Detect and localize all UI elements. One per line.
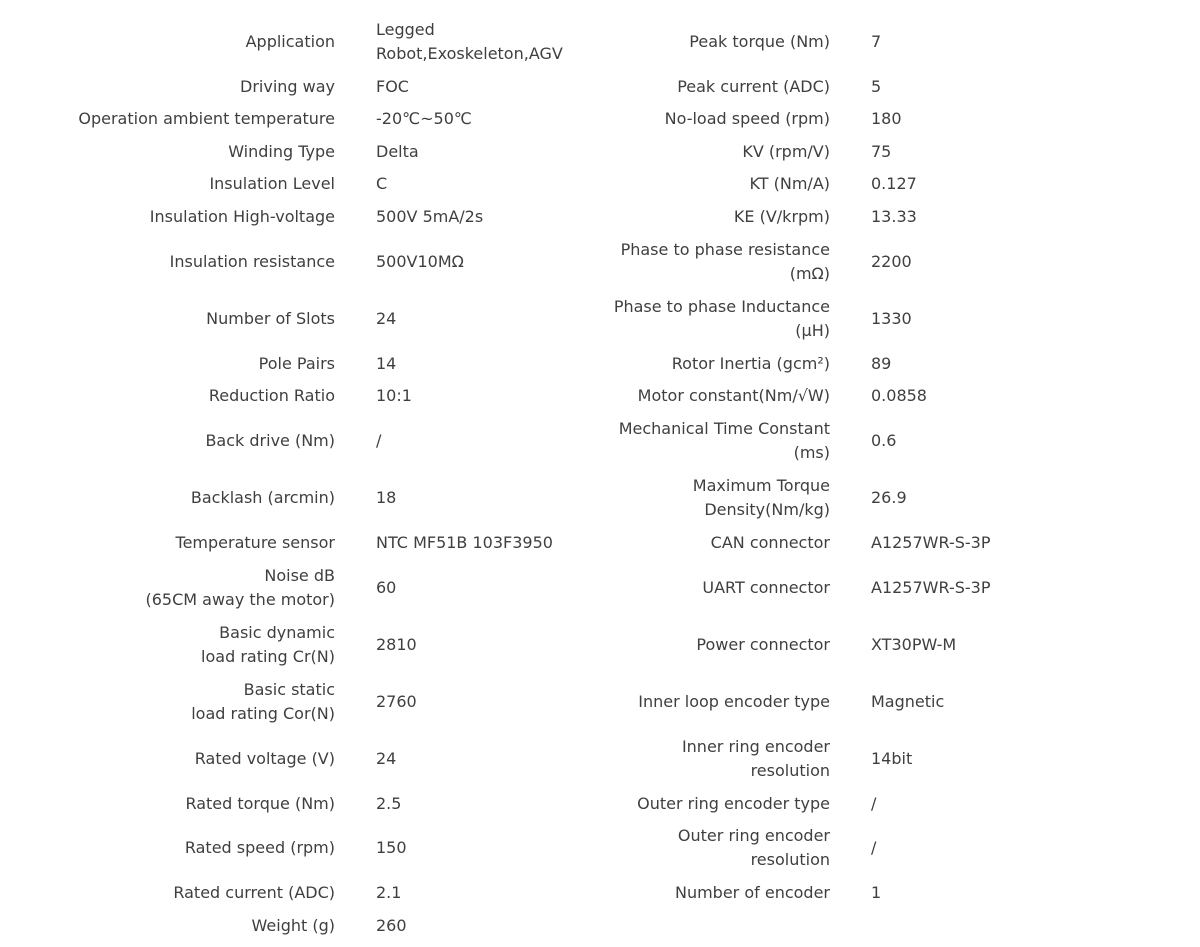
spec-label: Peak current (ADC) xyxy=(677,77,830,96)
spec-label: Rated voltage (V) xyxy=(194,749,335,768)
spec-value: 13.33 xyxy=(871,207,917,226)
spec-row xyxy=(0,677,1200,727)
spec-label: Phase to phase resistance (mΩ) xyxy=(620,240,830,283)
spec-row xyxy=(0,106,1200,132)
spec-label: Insulation Level xyxy=(209,174,335,193)
spec-row xyxy=(0,530,1200,556)
spec-label: KV (rpm/V) xyxy=(742,142,830,161)
spec-value: 2.1 xyxy=(376,883,402,902)
spec-label: Winding Type xyxy=(228,142,335,161)
spec-label: CAN connector xyxy=(710,533,830,552)
spec-label: Rated torque (Nm) xyxy=(185,794,335,813)
spec-row xyxy=(0,823,1200,873)
spec-row xyxy=(0,880,1200,906)
spec-value: FOC xyxy=(376,77,409,96)
spec-value: 89 xyxy=(871,354,892,373)
spec-value: 2.5 xyxy=(376,794,402,813)
spec-row xyxy=(0,74,1200,100)
spec-label: Application xyxy=(245,32,335,51)
spec-row xyxy=(0,383,1200,409)
spec-label: UART connector xyxy=(702,578,830,597)
spec-label: Insulation High-voltage xyxy=(149,207,335,226)
spec-row xyxy=(0,473,1200,523)
spec-value: 500V10MΩ xyxy=(376,252,464,271)
spec-value: 24 xyxy=(376,309,397,328)
spec-row xyxy=(0,563,1200,613)
spec-label: Maximum Torque Density(Nm/kg) xyxy=(692,476,830,519)
spec-row xyxy=(0,204,1200,230)
spec-value: 18 xyxy=(376,488,397,507)
spec-label: Outer ring encoder resolution xyxy=(677,826,830,869)
spec-row xyxy=(0,734,1200,784)
spec-label: Backlash (arcmin) xyxy=(190,488,335,507)
spec-row xyxy=(0,416,1200,466)
spec-value: / xyxy=(871,794,877,813)
spec-value: 0.6 xyxy=(871,431,897,450)
spec-label: Phase to phase Inductance (μH) xyxy=(613,297,830,340)
spec-label: Peak torque (Nm) xyxy=(689,32,830,51)
spec-value: / xyxy=(376,431,382,450)
spec-label: KT (Nm/A) xyxy=(749,174,830,193)
spec-row xyxy=(0,620,1200,670)
spec-value: -20℃~50℃ xyxy=(376,109,472,128)
spec-label: Driving way xyxy=(240,77,335,96)
spec-label: Insulation resistance xyxy=(169,252,335,271)
spec-value: / xyxy=(871,838,877,857)
spec-value: 180 xyxy=(871,109,902,128)
spec-value: 60 xyxy=(376,578,397,597)
spec-label: Power connector xyxy=(696,635,830,654)
spec-label: Mechanical Time Constant (ms) xyxy=(618,419,830,462)
spec-value: 10:1 xyxy=(376,386,412,405)
spec-row xyxy=(0,17,1200,67)
spec-value: 14 xyxy=(376,354,397,373)
spec-label: KE (V/krpm) xyxy=(733,207,830,226)
spec-label: Temperature sensor xyxy=(175,533,335,552)
spec-value: 5 xyxy=(871,77,882,96)
spec-value: A1257WR-S-3P xyxy=(871,578,991,597)
spec-label: Weight (g) xyxy=(251,916,335,935)
spec-value: 2760 xyxy=(376,692,417,711)
spec-label: Basic dynamic load rating Cr(N) xyxy=(201,623,335,666)
spec-value: 0.127 xyxy=(871,174,917,193)
spec-row xyxy=(0,237,1200,287)
spec-label: No-load speed (rpm) xyxy=(664,109,830,128)
spec-value: Legged Robot,Exoskeleton,AGV xyxy=(376,20,563,63)
spec-value: Delta xyxy=(376,142,419,161)
spec-label: Noise dB (65CM away the motor) xyxy=(145,566,335,609)
spec-label: Outer ring encoder type xyxy=(637,794,830,813)
spec-value: 2810 xyxy=(376,635,417,654)
spec-value: A1257WR-S-3P xyxy=(871,533,991,552)
spec-value: 26.9 xyxy=(871,488,907,507)
spec-value: 7 xyxy=(871,32,882,51)
spec-value: 14bit xyxy=(871,749,913,768)
spec-label: Motor constant(Nm/√W) xyxy=(637,386,830,405)
spec-value: 2200 xyxy=(871,252,912,271)
spec-label: Rated speed (rpm) xyxy=(184,838,335,857)
spec-value: 500V 5mA/2s xyxy=(376,207,484,226)
spec-label: Rotor Inertia (gcm²) xyxy=(671,354,830,373)
spec-row xyxy=(0,139,1200,165)
spec-row xyxy=(0,294,1200,344)
spec-label: Pole Pairs xyxy=(258,354,335,373)
spec-value: Magnetic xyxy=(871,692,945,711)
spec-value: 75 xyxy=(871,142,892,161)
spec-label: Rated current (ADC) xyxy=(173,883,335,902)
spec-value: 0.0858 xyxy=(871,386,927,405)
spec-row xyxy=(0,913,1200,939)
spec-value: XT30PW-M xyxy=(871,635,957,654)
spec-label: Number of encoder xyxy=(674,883,830,902)
spec-value: 150 xyxy=(376,838,407,857)
spec-value: 24 xyxy=(376,749,397,768)
spec-label: Inner loop encoder type xyxy=(638,692,830,711)
spec-value: 1 xyxy=(871,883,882,902)
spec-value: 260 xyxy=(376,916,407,935)
spec-row xyxy=(0,351,1200,377)
spec-row xyxy=(0,791,1200,817)
spec-label: Basic static load rating Cor(N) xyxy=(191,680,335,723)
spec-label: Back drive (Nm) xyxy=(205,431,335,450)
spec-value: C xyxy=(376,174,388,193)
spec-value: NTC MF51B 103F3950 xyxy=(376,533,553,552)
spec-label: Number of Slots xyxy=(206,309,335,328)
spec-value: 1330 xyxy=(871,309,912,328)
spec-row xyxy=(0,171,1200,197)
spec-label: Inner ring encoder resolution xyxy=(681,737,830,780)
spec-label: Operation ambient temperature xyxy=(78,109,335,128)
spec-label: Reduction Ratio xyxy=(208,386,335,405)
